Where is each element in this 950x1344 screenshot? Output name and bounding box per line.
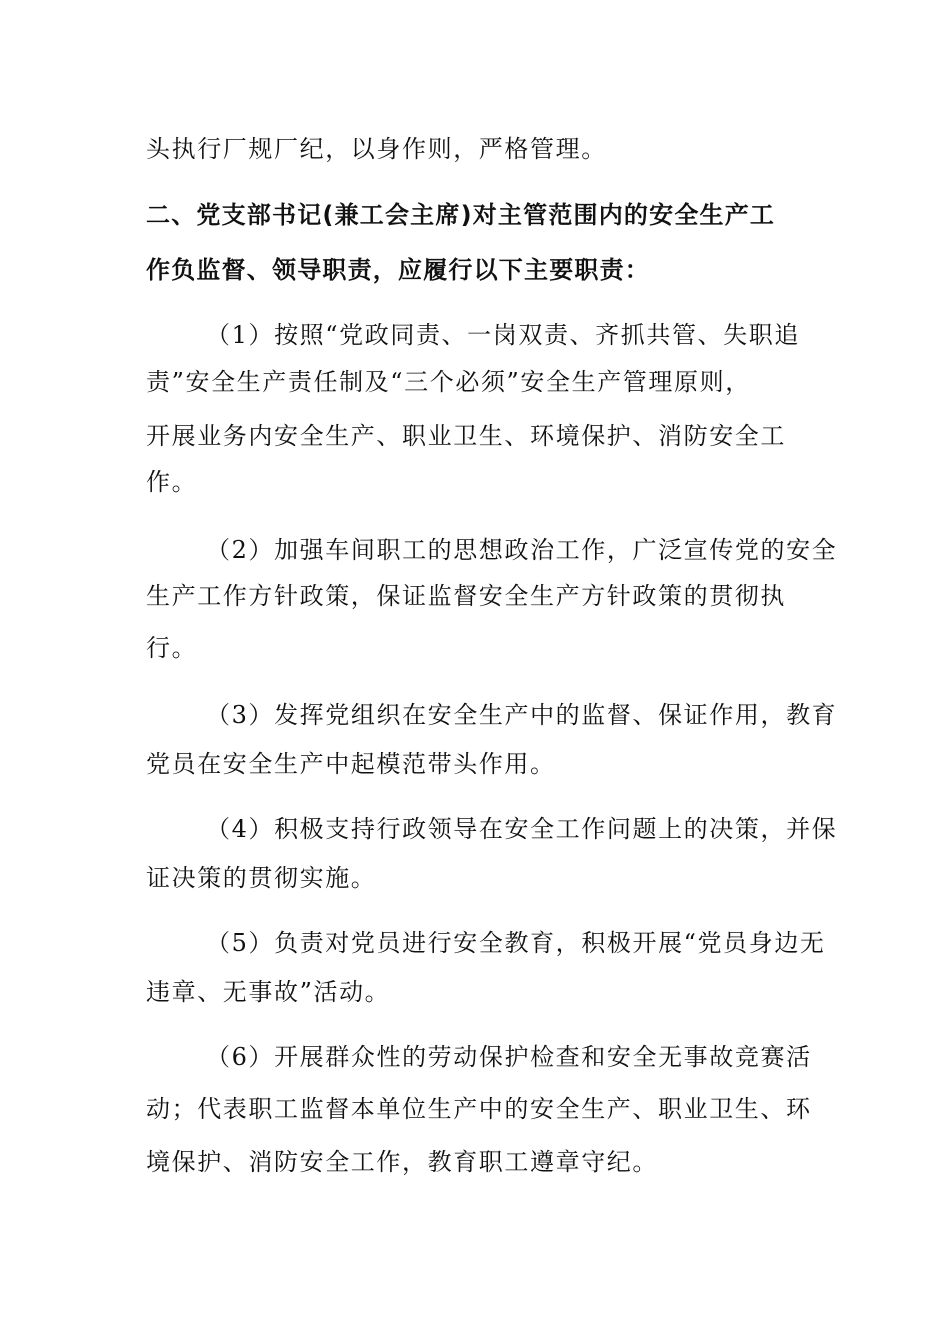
carryover-text: 头执行厂规厂纪，以身作则，严格管理。 [146, 135, 607, 163]
item-line: （2）加强车间职工的思想政治工作，广泛宣传党的安全 [206, 536, 838, 564]
item-line: 行。 [146, 634, 198, 662]
item-line: 境保护、消防安全工作，教育职工遵章守纪。 [146, 1148, 658, 1176]
item-line: 开展业务内安全生产、职业卫生、环境保护、消防安全工 [146, 422, 786, 450]
item-line: （4）积极支持行政领导在安全工作问题上的决策，并保 [206, 815, 838, 843]
heading-line-1: 二、党支部书记(兼工会主席)对主管范围内的安全生产工 [146, 201, 776, 229]
item-line: 作。 [146, 468, 198, 496]
heading-line-2: 作负监督、领导职责，应履行以下主要职责： [146, 256, 650, 284]
item-line: 责”安全生产责任制及“三个必须”安全生产管理原则， [146, 368, 751, 396]
item-line: 党员在安全生产中起模范带头作用。 [146, 750, 556, 778]
item-line: （6）开展群众性的劳动保护检查和安全无事故竞赛活 [206, 1043, 812, 1071]
item-line: 生产工作方针政策，保证监督安全生产方针政策的贯彻执 [146, 582, 786, 610]
item-line: 证决策的贯彻实施。 [146, 864, 377, 892]
item-line: 违章、无事故”活动。 [146, 978, 391, 1006]
item-line: （1）按照“党政同责、一岗双责、齐抓共管、失职追 [206, 321, 800, 349]
item-line: 动；代表职工监督本单位生产中的安全生产、职业卫生、环 [146, 1095, 812, 1123]
item-line: （5）负责对党员进行安全教育，积极开展“党员身边无 [206, 929, 826, 957]
item-line: （3）发挥党组织在安全生产中的监督、保证作用，教育 [206, 701, 838, 729]
